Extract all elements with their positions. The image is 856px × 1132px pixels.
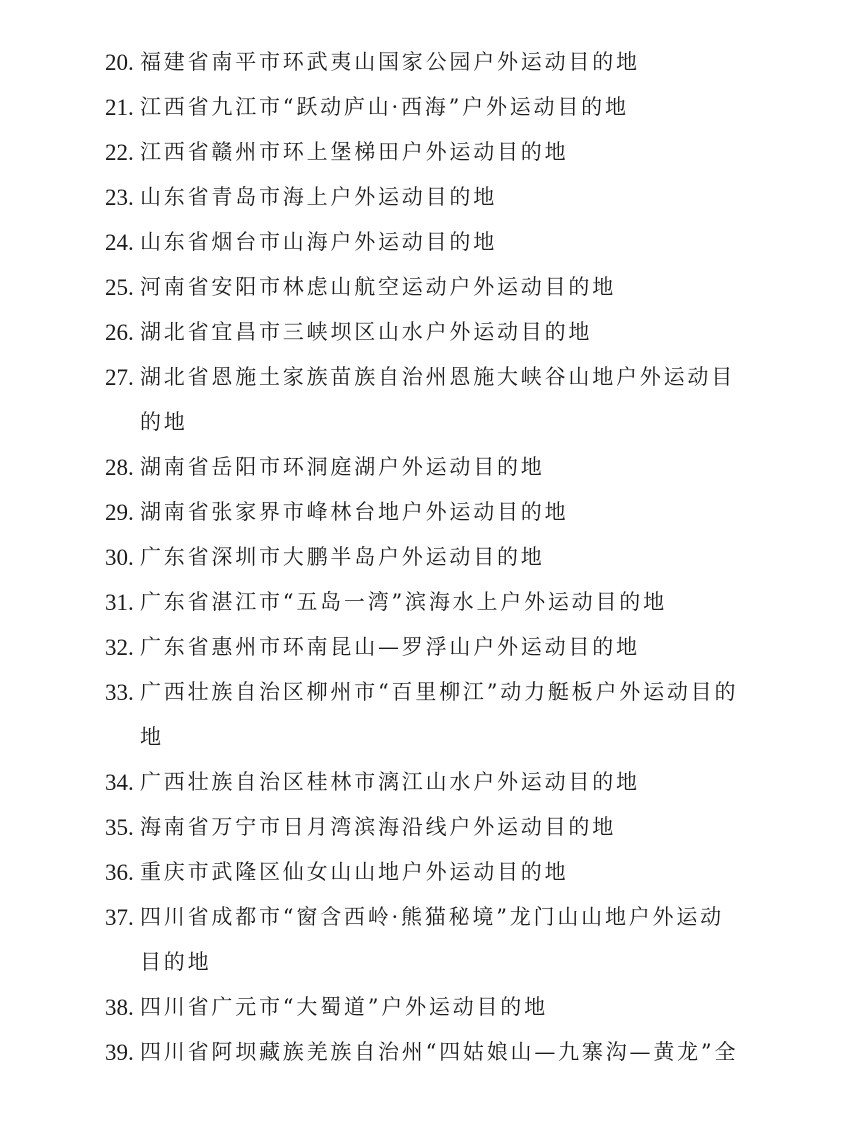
list-item: [0, 985, 856, 1030]
item-text: 湖南省张家界市峰林台地户外运动目的地: [140, 500, 569, 524]
list-item: [0, 805, 856, 850]
item-text: 湖南省岳阳市环洞庭湖户外运动目的地: [140, 455, 545, 479]
list-item: [0, 130, 856, 175]
item-text: 广东省深圳市大鹏半岛户外运动目的地: [140, 545, 545, 569]
item-number: 26.: [105, 320, 134, 345]
item-text: 江西省赣州市环上堡梯田户外运动目的地: [140, 140, 569, 164]
item-text: 四川省阿坝藏族羌族自治州“四姑娘山—九寨沟—黄龙”全: [140, 1040, 739, 1064]
item-number: 34.: [105, 770, 134, 795]
list-item: [0, 40, 856, 85]
item-text: 河南省安阳市林虑山航空运动户外运动目的地: [140, 275, 616, 299]
item-text: 四川省广元市“大蜀道”户外运动目的地: [140, 995, 548, 1019]
item-text: 四川省成都市“窗含西岭·熊猫秘境”龙门山山地户外运动目的地: [140, 905, 724, 974]
item-text: 江西省九江市“跃动庐山·西海”户外运动目的地: [140, 95, 629, 119]
list-item: [0, 490, 856, 535]
item-number: 24.: [105, 230, 134, 255]
item-number: 21.: [105, 95, 134, 120]
item-number: 36.: [105, 860, 134, 885]
list-item: [0, 265, 856, 310]
item-text: 山东省烟台市山海户外运动目的地: [140, 230, 497, 254]
item-number: 25.: [105, 275, 134, 300]
item-number: 35.: [105, 815, 134, 840]
list-item: [0, 895, 856, 985]
item-number: 28.: [105, 455, 134, 480]
item-number: 37.: [105, 905, 134, 930]
item-number: 39.: [105, 1040, 134, 1065]
item-number: 30.: [105, 545, 134, 570]
item-number: 27.: [105, 365, 134, 390]
list-item: [0, 850, 856, 895]
list-item: [0, 670, 856, 760]
document-page: [0, 40, 856, 1075]
item-text: 湖北省恩施土家族苗族自治州恩施大峡谷山地户外运动目的地: [140, 365, 735, 434]
list-item: [0, 220, 856, 265]
item-number: 31.: [105, 590, 134, 615]
item-number: 29.: [105, 500, 134, 525]
list-item: [0, 445, 856, 490]
item-text: 广东省惠州市环南昆山—罗浮山户外运动目的地: [140, 635, 640, 659]
item-text: 广东省湛江市“五岛一湾”滨海水上户外运动目的地: [140, 590, 667, 614]
list-item: [0, 85, 856, 130]
list-item: [0, 310, 856, 355]
item-text: 湖北省宜昌市三峡坝区山水户外运动目的地: [140, 320, 593, 344]
list-item: [0, 580, 856, 625]
list-item: [0, 1030, 856, 1075]
item-number: 32.: [105, 635, 134, 660]
item-text: 广西壮族自治区柳州市“百里柳江”动力艇板户外运动目的地: [140, 680, 739, 749]
list-item: [0, 760, 856, 805]
item-text: 山东省青岛市海上户外运动目的地: [140, 185, 497, 209]
item-text: 福建省南平市环武夷山国家公园户外运动目的地: [140, 50, 640, 74]
item-number: 23.: [105, 185, 134, 210]
item-text: 重庆市武隆区仙女山山地户外运动目的地: [140, 860, 569, 884]
item-number: 33.: [105, 680, 134, 705]
list-item: [0, 355, 856, 445]
item-text: 海南省万宁市日月湾滨海沿线户外运动目的地: [140, 815, 616, 839]
item-number: 38.: [105, 995, 134, 1020]
list-item: [0, 625, 856, 670]
list-item: [0, 175, 856, 220]
list-item: [0, 535, 856, 580]
item-number: 22.: [105, 140, 134, 165]
item-number: 20.: [105, 50, 134, 75]
item-text: 广西壮族自治区桂林市漓江山水户外运动目的地: [140, 770, 640, 794]
